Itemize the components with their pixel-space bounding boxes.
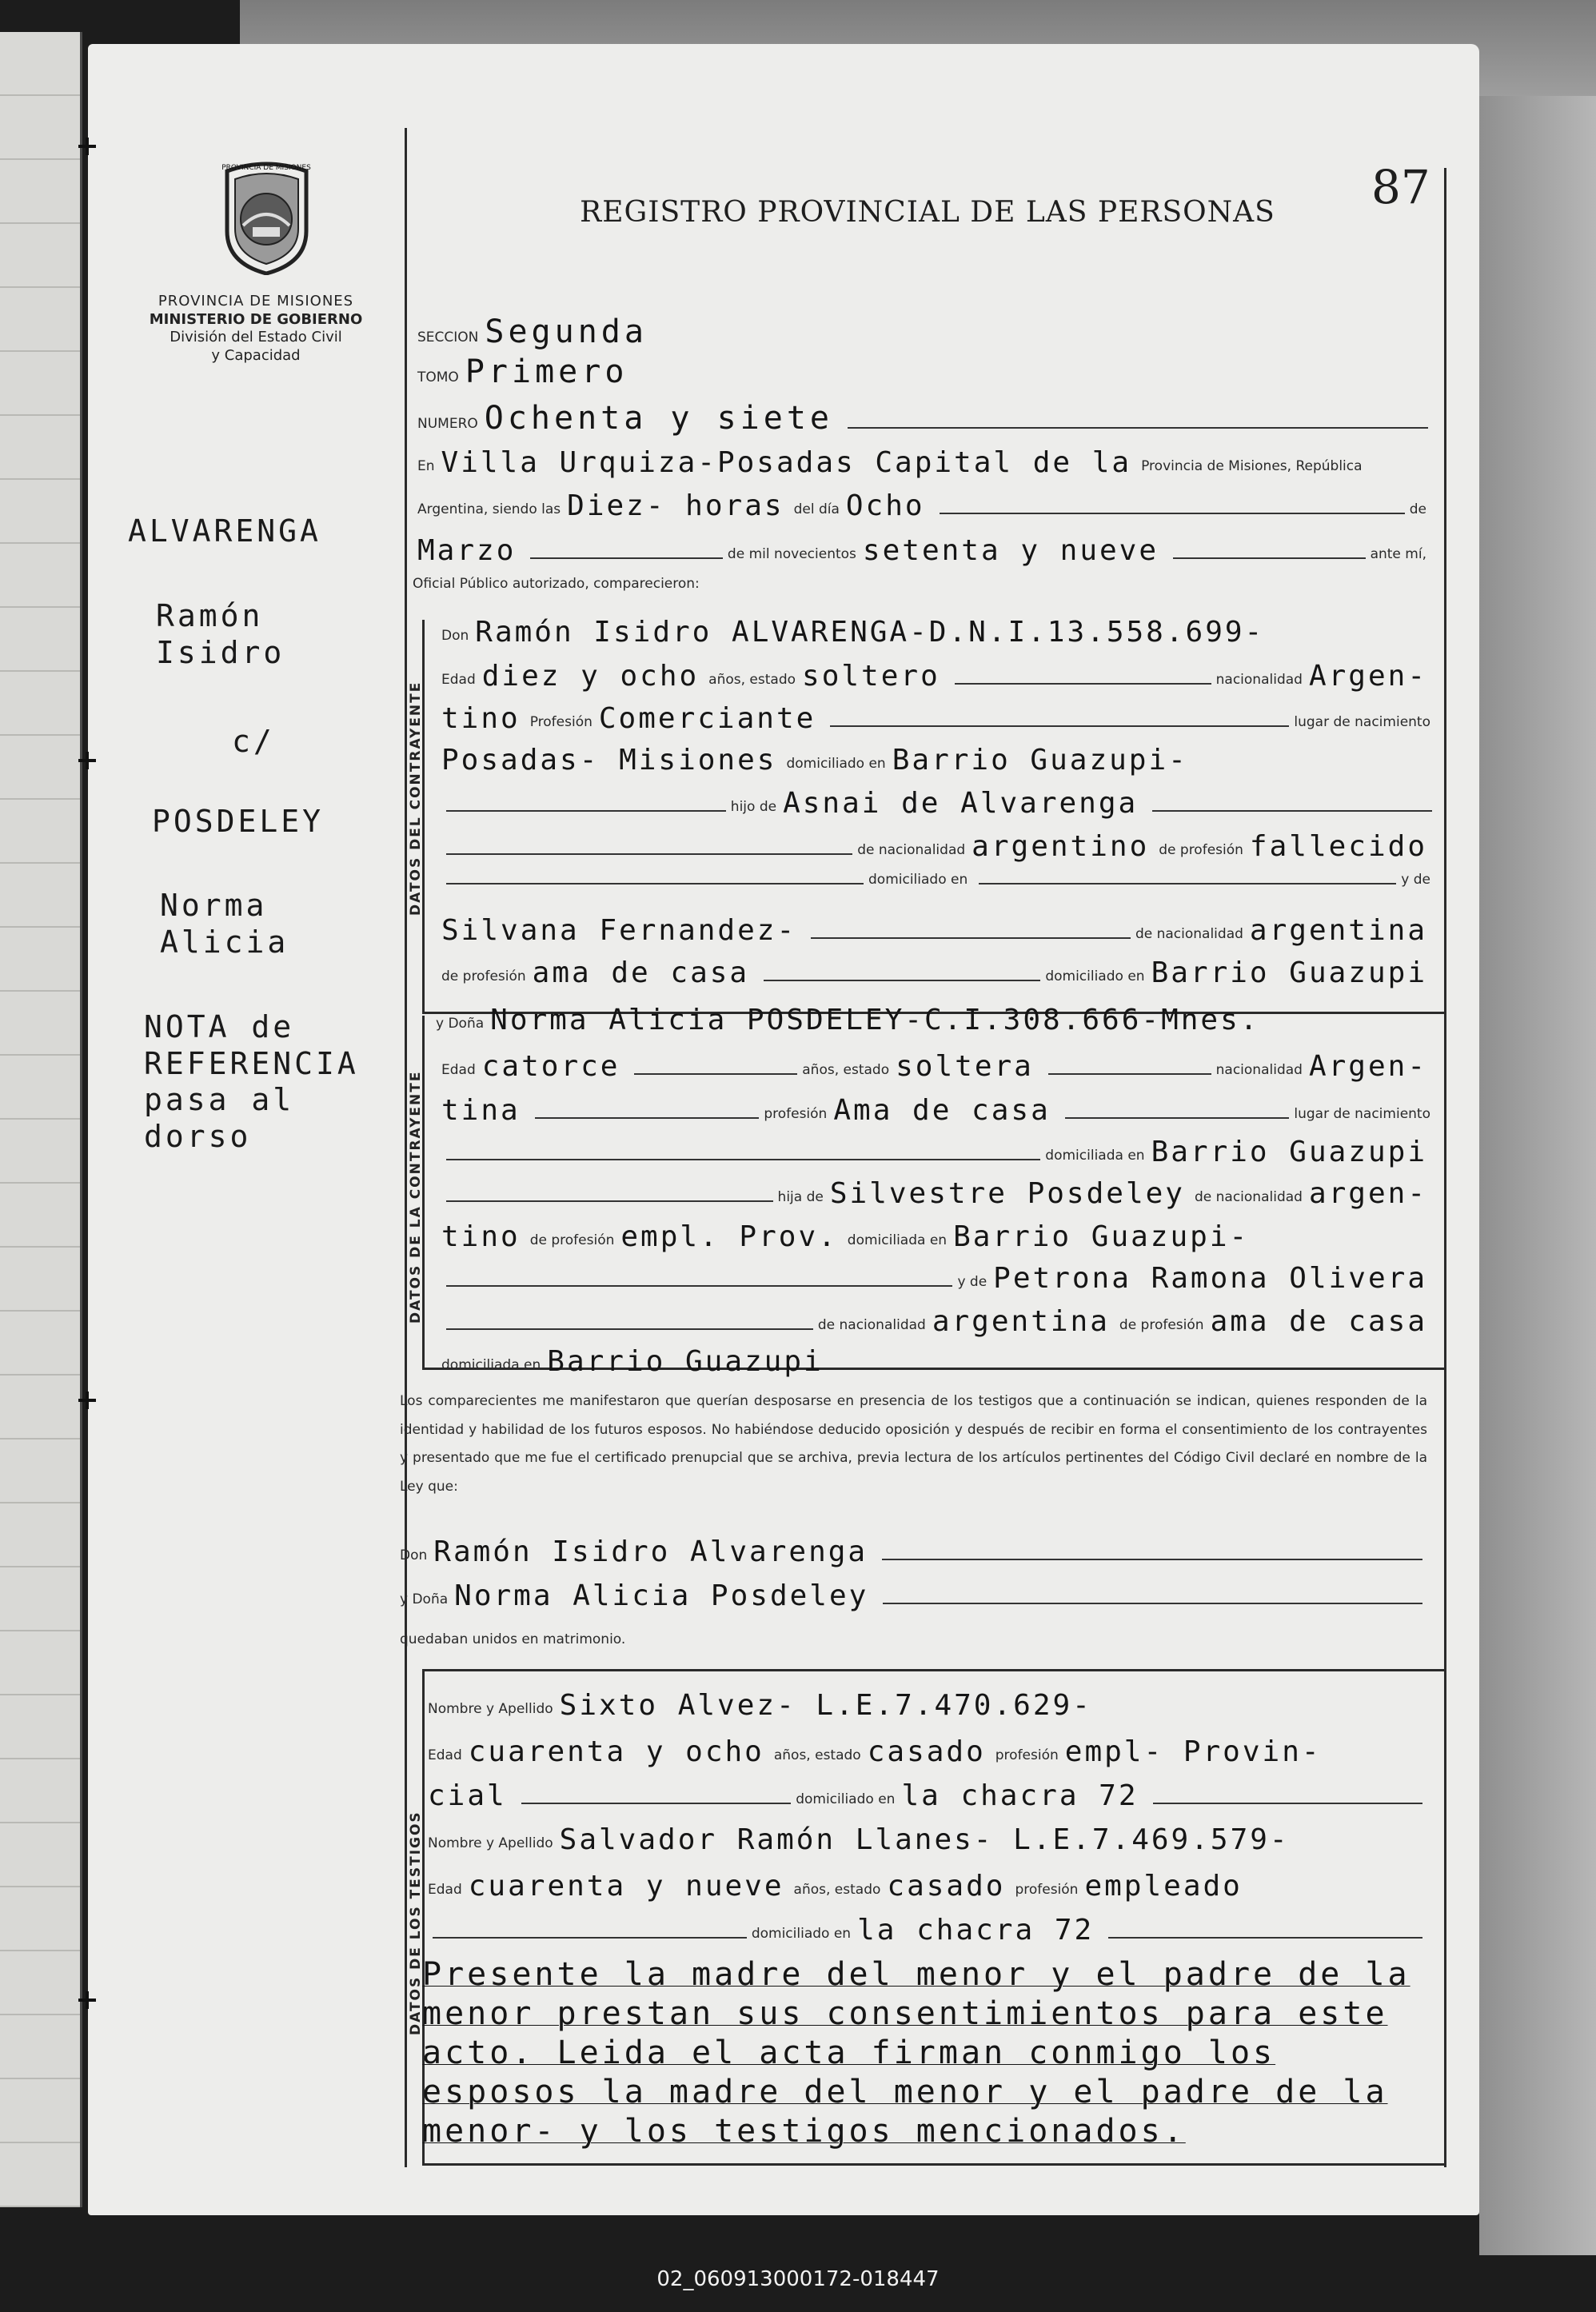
year-value: setenta y nueve bbox=[862, 534, 1159, 567]
domiciliada-label: domiciliada en bbox=[1045, 1148, 1145, 1164]
right-rule bbox=[1444, 168, 1446, 2167]
decl-groom: Ramón Isidro Alvarenga bbox=[433, 1535, 868, 1568]
domiciliado-label: domiciliado en bbox=[796, 1791, 896, 1807]
row-place bbox=[417, 446, 1433, 479]
row-bride-mother-domicile bbox=[441, 1345, 1437, 1378]
row-numero bbox=[417, 400, 1433, 437]
ministry-name: MINISTERIO DE GOBIERNO bbox=[149, 310, 363, 328]
bride-father: Silvestre Posdeley bbox=[829, 1177, 1185, 1210]
binding-rivet bbox=[78, 1392, 96, 1409]
witness-2-name: Salvador Ramón Llanes- L.E.7.469.579- bbox=[559, 1823, 1290, 1856]
blank-line bbox=[1065, 1117, 1290, 1119]
tomo-label: TOMO bbox=[417, 369, 459, 385]
page-number: 87 bbox=[1371, 160, 1430, 214]
anos-label: años, estado bbox=[802, 1062, 890, 1078]
section-divider bbox=[422, 2163, 1446, 2166]
row-bride-mother-nationality bbox=[441, 1305, 1437, 1338]
witness-1-estado: casado bbox=[867, 1735, 986, 1768]
province-suffix: Provincia de Misiones, República bbox=[1141, 458, 1363, 474]
hour-value: Diez- horas bbox=[567, 489, 784, 522]
de-nac-label: de nacionalidad bbox=[1194, 1189, 1303, 1205]
groom-father-nationality: argentino bbox=[972, 830, 1150, 863]
groom-father: Asnai de Alvarenga bbox=[783, 787, 1139, 820]
lugar-label: lugar de nacimiento bbox=[1294, 714, 1430, 730]
row-seccion bbox=[417, 313, 1433, 350]
blank-line bbox=[446, 1328, 813, 1330]
groom-profession: Comerciante bbox=[598, 702, 816, 735]
row-groom-father bbox=[441, 787, 1437, 820]
row-quedaban bbox=[400, 1631, 1427, 1652]
bride-father-profession: empl. Prov. bbox=[620, 1220, 838, 1253]
blank-line bbox=[446, 1200, 773, 1202]
binding-rivet bbox=[78, 138, 96, 155]
observations-text: Presente la madre del menor y el padre de la menor prestan sus consentimientos para este acto. Leida el acta firman conmigo los esposos la madre del menor y el padre de la menor- y los testigos mencionados. bbox=[422, 1956, 1410, 2150]
blank-line bbox=[940, 513, 1405, 514]
profesion-label: profesión bbox=[995, 1747, 1059, 1763]
image-footer-id: 02_060913000172-018447 bbox=[656, 2267, 940, 2291]
bride-mother-nationality: argentina bbox=[932, 1305, 1110, 1338]
row-bride-name bbox=[436, 1004, 1435, 1036]
groom-estado: soltero bbox=[802, 660, 940, 693]
bride-mother-domicile: Barrio Guazupi bbox=[547, 1345, 824, 1378]
domiciliado-label: domiciliado en bbox=[786, 756, 886, 772]
domiciliada-label: domiciliada en bbox=[441, 1357, 541, 1373]
row-groom-birthplace bbox=[441, 744, 1437, 777]
profesion-label: profesión bbox=[1015, 1882, 1079, 1898]
binding-rivet bbox=[78, 1991, 96, 2009]
blank-line bbox=[535, 1117, 760, 1119]
decl-bride: Norma Alicia Posdeley bbox=[454, 1579, 869, 1612]
month-value: Marzo bbox=[417, 534, 517, 567]
binding-rivet bbox=[78, 752, 96, 769]
row-hour bbox=[417, 489, 1433, 522]
division-line-1: División del Estado Civil bbox=[170, 329, 342, 345]
margin-given-1: Ramón Isidro bbox=[156, 598, 285, 670]
margin-surname-2: POSDELEY bbox=[152, 804, 325, 839]
nac-label: nacionalidad bbox=[1215, 672, 1303, 688]
blank-line bbox=[1048, 1073, 1211, 1075]
bride-father-domicile: Barrio Guazupi- bbox=[953, 1220, 1250, 1253]
province-name: PROVINCIA DE MISIONES bbox=[158, 293, 354, 309]
dona-label: y Doña bbox=[400, 1591, 449, 1607]
row-witness-1-age bbox=[428, 1735, 1427, 1768]
groom-domicile: Barrio Guazupi- bbox=[892, 744, 1188, 777]
division-line-2: y Capacidad bbox=[211, 346, 301, 364]
bride-domicile: Barrio Guazupi bbox=[1151, 1136, 1427, 1168]
witness-1-name: Sixto Alvez- L.E.7.470.629- bbox=[559, 1689, 1092, 1722]
seal-lettering: PROVINCIA DE MISIONES bbox=[221, 164, 311, 172]
hija-label: hija de bbox=[777, 1189, 824, 1205]
page-title: REGISTRO PROVINCIAL DE LAS PERSONAS bbox=[580, 196, 1275, 229]
don-label: Don bbox=[441, 628, 469, 644]
groom-nationality-2: tino bbox=[441, 702, 521, 735]
margin-rule bbox=[405, 128, 407, 2167]
witness-1-profession-1: empl- Provin- bbox=[1064, 1735, 1322, 1768]
row-bride-age bbox=[441, 1050, 1437, 1083]
provincial-seal-icon bbox=[221, 155, 313, 275]
seccion-label: SECCION bbox=[417, 329, 479, 345]
profesion-label: profesión bbox=[764, 1106, 828, 1122]
bride-age: catorce bbox=[481, 1050, 620, 1083]
row-bride-domicile bbox=[441, 1136, 1437, 1168]
blank-line bbox=[1108, 1937, 1422, 1939]
groom-father-profession: fallecido bbox=[1249, 830, 1427, 863]
bride-father-nationality-2: tino bbox=[441, 1220, 521, 1253]
groom-nationality-1: Argen- bbox=[1308, 660, 1427, 693]
blank-line bbox=[433, 1937, 747, 1939]
blank-line bbox=[1152, 810, 1432, 812]
blank-line bbox=[634, 1073, 797, 1075]
blank-line bbox=[521, 1803, 791, 1804]
nombre-label: Nombre y Apellido bbox=[428, 1835, 553, 1851]
section-divider bbox=[422, 1669, 1446, 1671]
margin-connector: c/ bbox=[232, 724, 275, 759]
witness-2-age: cuarenta y nueve bbox=[468, 1870, 784, 1903]
blank-line bbox=[1173, 557, 1366, 559]
tomo-value: Primero bbox=[465, 353, 628, 390]
blank-line bbox=[830, 725, 1289, 727]
row-groom-name bbox=[441, 616, 1437, 649]
domiciliada-label: domiciliada en bbox=[847, 1232, 948, 1248]
anos-label: años, estado bbox=[793, 1882, 881, 1898]
edad-label: Edad bbox=[441, 672, 476, 688]
row-decl-bride bbox=[400, 1579, 1427, 1612]
row-bride-father bbox=[441, 1177, 1437, 1210]
witness-1-domicile: la chacra 72 bbox=[901, 1779, 1139, 1812]
domiciliado-label: domiciliado en bbox=[751, 1926, 852, 1942]
bride-nationality-1: Argen- bbox=[1308, 1050, 1427, 1083]
groom-mother-profession: ama de casa bbox=[532, 956, 750, 989]
blank-line bbox=[811, 937, 1131, 939]
blank-line bbox=[955, 683, 1211, 685]
declaration-text: Los comparecientes me manifestaron que querían desposarse en presencia de los testigos que a continuación se indican, quienes responden de la identidad y habilidad de los futuros esposos. No habiéndose deducido oposición y después de recibir en forma el consentimiento de los contrayentes y presentado que me fue el certificado prenupcial que se archiva, previa lectura de los artículos pertinentes del Código Civil declaré en nombre de la Ley que: bbox=[400, 1393, 1427, 1495]
edad-label: Edad bbox=[441, 1062, 476, 1078]
blank-line bbox=[848, 427, 1428, 429]
de-prof-label: de profesión bbox=[529, 1232, 615, 1248]
row-groom-mother bbox=[441, 914, 1437, 947]
seccion-value: Segunda bbox=[485, 313, 648, 350]
blank-line bbox=[530, 557, 723, 559]
bride-name: Norma Alicia POSDELEY-C.I.308.666-Mnes. bbox=[490, 1004, 1260, 1036]
margin-given-2: Norma Alicia bbox=[160, 888, 289, 960]
witness-2-estado: casado bbox=[887, 1870, 1006, 1903]
numero-value: Ochenta y siete bbox=[484, 400, 833, 437]
de-nac-label: de nacionalidad bbox=[857, 842, 966, 858]
quedaban-text: quedaban unidos en matrimonio. bbox=[400, 1631, 626, 1647]
margin-note: NOTA de REFERENCIA pasa al dorso bbox=[144, 1009, 359, 1154]
groom-mother-nationality: argentina bbox=[1249, 914, 1427, 947]
witness-1-age: cuarenta y ocho bbox=[468, 1735, 764, 1768]
bride-nationality-2: tina bbox=[441, 1094, 521, 1127]
groom-mother: Silvana Fernandez- bbox=[441, 914, 797, 947]
profesion-label: Profesión bbox=[529, 714, 593, 730]
background-right bbox=[1479, 96, 1596, 2255]
nac-label: nacionalidad bbox=[1215, 1062, 1303, 1078]
don-label: Don bbox=[400, 1547, 428, 1563]
nombre-label: Nombre y Apellido bbox=[428, 1701, 553, 1717]
groom-mother-domicile: Barrio Guazupi bbox=[1151, 956, 1427, 989]
de-nac-label: de nacionalidad bbox=[1135, 926, 1243, 942]
anos-label: años, estado bbox=[708, 672, 796, 688]
margin-surname-1: ALVARENGA bbox=[128, 513, 321, 549]
oficial-label: Oficial Público autorizado, comparecieron: bbox=[413, 576, 700, 592]
groom-birthplace: Posadas- Misiones bbox=[441, 744, 777, 777]
section-label-contrayente: DATOS DEL CONTRAYENTE bbox=[408, 681, 424, 916]
year-label: de mil novecientos bbox=[727, 546, 856, 562]
blank-line bbox=[1153, 1803, 1422, 1804]
domiciliado-label: domiciliado en bbox=[1045, 968, 1145, 984]
witness-2-domicile: la chacra 72 bbox=[857, 1914, 1095, 1947]
en-label: En bbox=[417, 458, 435, 474]
row-witness-1-name bbox=[428, 1689, 1427, 1722]
witness-2-profession: empleado bbox=[1084, 1870, 1243, 1903]
ante-label: ante mí, bbox=[1370, 546, 1426, 562]
row-oficial bbox=[413, 576, 1428, 597]
numero-label: NUMERO bbox=[417, 416, 478, 432]
groom-age: diez y ocho bbox=[481, 660, 700, 693]
ministry-block bbox=[120, 293, 392, 365]
de-prof-label: de profesión bbox=[1159, 842, 1243, 858]
y-de-label: y de bbox=[1401, 872, 1430, 888]
dia-label: del día bbox=[793, 501, 840, 517]
groom-name: Ramón Isidro ALVARENGA-D.N.I.13.558.699- bbox=[475, 616, 1265, 649]
bride-father-nationality-1: argen- bbox=[1308, 1177, 1427, 1210]
row-witness-2-age bbox=[428, 1870, 1427, 1903]
row-bride-profession bbox=[441, 1094, 1437, 1127]
edad-label: Edad bbox=[428, 1747, 462, 1763]
blank-line bbox=[979, 883, 1396, 884]
row-groom-mother-profession bbox=[441, 956, 1437, 989]
bride-estado: soltera bbox=[896, 1050, 1034, 1083]
row-groom-father-nationality bbox=[441, 830, 1437, 863]
domiciliado-en-label: domiciliado en bbox=[868, 872, 968, 888]
blank-line bbox=[882, 1559, 1422, 1560]
row-bride-mother bbox=[441, 1262, 1437, 1295]
bride-profession: Ama de casa bbox=[833, 1094, 1051, 1127]
bride-mother: Petrona Ramona Olivera bbox=[993, 1262, 1427, 1295]
blank-line bbox=[446, 1285, 952, 1287]
blank-line bbox=[446, 853, 852, 855]
left-page bbox=[0, 32, 82, 2207]
de-nac-label: de nacionalidad bbox=[817, 1317, 926, 1333]
blank-line bbox=[883, 1603, 1422, 1604]
row-witness-1-domicile bbox=[428, 1779, 1427, 1812]
bride-mother-profession: ama de casa bbox=[1210, 1305, 1427, 1338]
de-label: de bbox=[1409, 501, 1426, 517]
section-label-contrayenta: DATOS DE LA CONTRAYENTE bbox=[408, 1070, 424, 1324]
row-witness-2-domicile bbox=[428, 1914, 1427, 1947]
edad-label: Edad bbox=[428, 1882, 462, 1898]
y-de-label: y de bbox=[957, 1274, 988, 1290]
de-prof-label: de profesión bbox=[1119, 1317, 1204, 1333]
place-value: Villa Urquiza-Posadas Capital de la bbox=[441, 446, 1132, 479]
row-tomo bbox=[417, 353, 1433, 390]
blank-line bbox=[446, 810, 726, 812]
witness-1-profession-2: cial bbox=[428, 1779, 507, 1812]
row-date bbox=[417, 534, 1433, 567]
day-value: Ocho bbox=[845, 489, 925, 522]
blank-line bbox=[446, 883, 864, 884]
row-decl-groom bbox=[400, 1535, 1427, 1568]
row-groom-father-domicile bbox=[441, 872, 1437, 892]
section-label-testigos: DATOS DE LOS TESTIGOS bbox=[408, 1811, 424, 2035]
lugar-label: lugar de nacimiento bbox=[1294, 1106, 1430, 1122]
row-groom-profession bbox=[441, 702, 1437, 735]
dona-label: y Doña bbox=[436, 1016, 485, 1032]
anos-label: años, estado bbox=[773, 1747, 861, 1763]
row-bride-father-profession bbox=[441, 1220, 1437, 1253]
argentina-label: Argentina, siendo las bbox=[417, 501, 561, 517]
blank-line bbox=[764, 980, 1040, 981]
row-witness-2-name bbox=[428, 1823, 1427, 1856]
blank-line bbox=[446, 1159, 1040, 1160]
de-prof-label: de profesión bbox=[441, 968, 526, 984]
row-groom-age bbox=[441, 660, 1437, 693]
hijo-label: hijo de bbox=[730, 799, 777, 815]
